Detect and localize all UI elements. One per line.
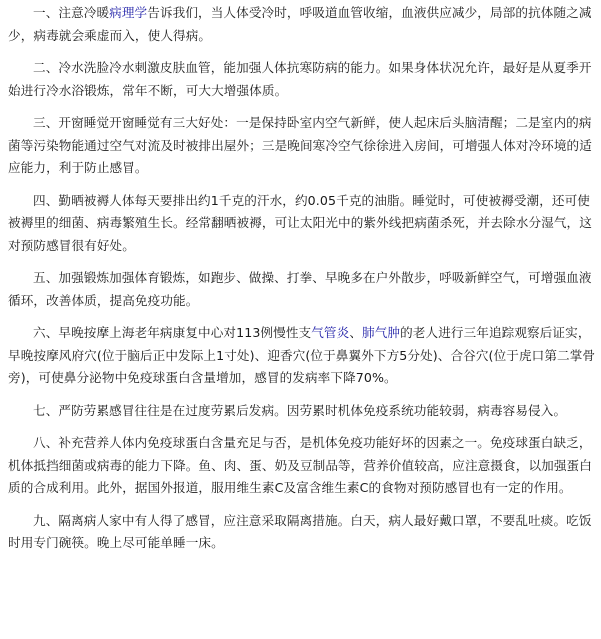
paragraph-text: 的老人进行三年追踪观察后证实，早晚按摩风府穴(位于脑后正中发际上1寸处)、迎香穴(位于鼻翼外下方5分处)、合谷穴(位于虎口第二掌骨旁)，可使鼻分泌物中免疫球蛋白含量增加，感冒的发病率下降70%。 <box>8 325 596 385</box>
paragraph-7 <box>8 400 598 423</box>
paragraph-text: 告诉我们，当人体受冷时，呼吸道血管收缩，血液供应减少，局部的抗体随之减少，病毒就会乘虚而入，使人得病。 <box>8 5 592 43</box>
paragraph-6 <box>8 322 598 390</box>
paragraph-4 <box>8 190 598 258</box>
paragraph-2 <box>8 57 598 102</box>
paragraph-text: 一、注意冷暖 <box>33 5 110 20</box>
paragraph-text: 七、严防劳累感冒往往是在过度劳累后发病。因劳累时机体免疫系统功能较弱，病毒容易侵入。 <box>33 402 567 418</box>
paragraph-8 <box>8 432 598 500</box>
link-emphysema[interactable]: 肺气肿 <box>362 325 401 340</box>
link-pathology[interactable]: 病理学 <box>109 5 148 20</box>
paragraph-text: 五、加强锻炼加强体育锻炼，如跑步、做操、打拳、早晚多在户外散步，呼吸新鲜空气，可增强血液循环，改善体质，提高免疫功能。 <box>8 270 592 308</box>
paragraph-3 <box>8 112 598 180</box>
paragraph-text: 四、勤晒被褥人体每天要排出约1千克的汗水，约0.05千克的油脂。睡觉时，可使被褥受潮，还可使被褥里的细菌、病毒繁殖生长。经常翻晒被褥，可让太阳光中的紫外线把病菌杀死，并去除水分湿气，这对预防感冒很有好处。 <box>8 192 592 253</box>
link-bronchitis[interactable]: 气管炎 <box>311 325 350 340</box>
paragraph-5 <box>8 267 598 312</box>
paragraph-text: 二、冷水洗脸冷水刺激皮肤血管，能加强人体抗寒防病的能力。如果身体状况允许，最好是从夏季开始进行冷水浴锻炼，常年不断，可大大增强体质。 <box>8 60 592 98</box>
paragraph-text: 六、早晚按摩上海老年病康复中心对113例慢性支 <box>33 325 312 340</box>
paragraph-text: 三、开窗睡觉开窗睡觉有三大好处：一是保持卧室内空气新鲜，使人起床后头脑清醒；二是室内的病菌等污染物能通过空气对流及时被排出屋外；三是晚间寒冷空气徐徐进入房间，可增强人体对冷环境的适应能力，利于防止感冒。 <box>8 115 592 175</box>
paragraph-text: 九、隔离病人家中有人得了感冒，应注意采取隔离措施。白天，病人最好戴口罩，不要乱吐痰。吃饭时用专门碗筷。晚上尽可能单睡一床。 <box>8 512 592 550</box>
paragraph-1 <box>8 2 598 47</box>
article-body <box>0 2 598 555</box>
paragraph-text: 、 <box>349 325 363 340</box>
paragraph-9 <box>8 510 598 555</box>
paragraph-text: 八、补充营养人体内免疫球蛋白含量充足与否，是机体免疫功能好坏的因素之一。免疫球蛋白缺乏，机体抵挡细菌或病毒的能力下降。鱼、肉、蛋、奶及豆制品等，营养价值较高，应注意摄食，以加强蛋白质的合成利用。此外，据国外报道，服用维生素C及富含维生素C的食物对预防感冒也有一定的作用。 <box>8 435 592 495</box>
